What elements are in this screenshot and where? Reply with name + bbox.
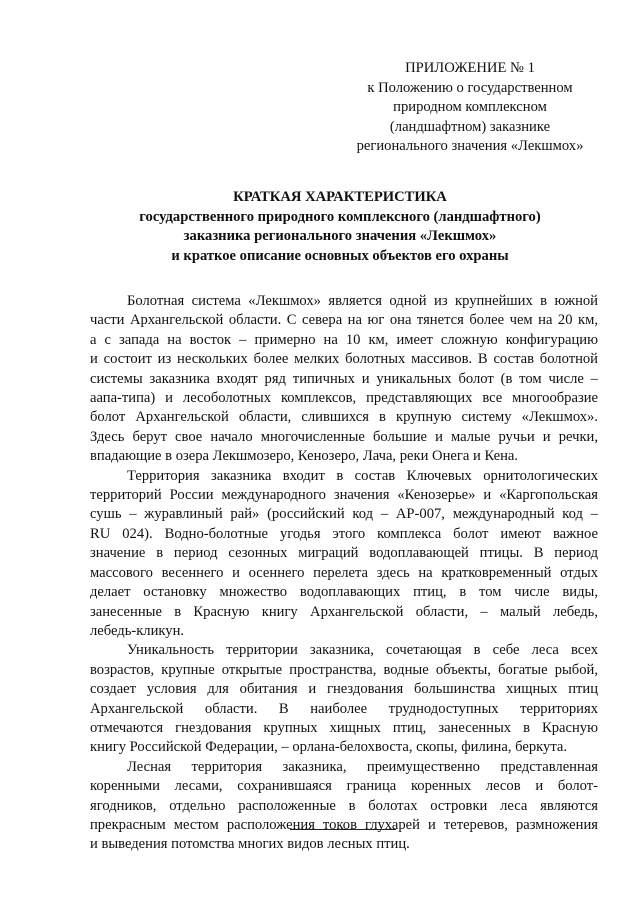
text-line: прекрасным местом расположения токов глухарей и тетеревов, размножения [90,816,598,833]
appendix-line: к Положению о государственном [367,79,573,96]
text-line: значение в период сезонных миграций водоплавающей птицы. В период [90,545,598,562]
text-line: ягодников, отдельно расположенные в болотах островки леса являются [90,797,598,814]
paragraph-1 [90,292,598,467]
text-line: книгу Российской Федерации, – орлана-белохвоста, скопы, филина, беркута. [90,739,568,756]
document-title [90,188,590,266]
title-line: КРАТКАЯ ХАРАКТЕРИСТИКА [233,189,447,205]
text-line: RU 024). Водно-болотные угодья этого комплекса болот имеют важное [90,525,598,542]
paragraph-2 [90,467,598,642]
title-line: государственного природного комплексного (ландшафтного) [139,208,541,225]
text-line: Уникальность территории заказника, сочетающая в себе леса всех [127,642,598,659]
text-line: делает остановку множество водоплавающих птиц, в том числе виды, [90,584,598,601]
paragraph-3 [90,641,598,757]
text-line: аапа-типа) и лесоболотных комплексов, представляющих все многообразие [90,390,598,407]
text-line: Здесь берут свое начало многочисленные большие и малые ручьи и речки, [90,428,598,445]
text-line: части Архангельской области. С севера на юг она тянется более чем на 20 км, [90,312,598,329]
text-line: сушь – журавлиный рай» (российский код – АР-007, международный код – [90,506,598,523]
text-line: коренными лесами, сохранившаяся граница коренных лесов и болот- [90,778,598,795]
text-line: Территория заказника входит в состав Ключевых орнитологических [127,467,598,484]
appendix-line: природном комплексном [393,99,547,116]
text-line: а с запада на восток – примерно на 10 км, имеет сложную конфигурацию [90,331,598,348]
document-body [90,292,598,855]
title-line: заказника регионального значения «Лекшмох» [183,228,497,245]
text-line: территорий России международного значения «Кенозерье» и «Каргопольская [90,487,598,504]
text-line: болот Архангельской области, слившихся в крупную систему «Лекшмох». [90,409,598,426]
text-line: и состоит из нескольких более мелких болотных массивов. В состав болотной [90,351,598,368]
text-line: лебедь-кликун. [90,622,185,639]
text-line: Архангельской области. В наиболее труднодоступных территориях [90,700,598,717]
text-line: создает условия для обитания и гнездования большинства хищных птиц [90,681,598,698]
appendix-header [350,59,590,157]
appendix-line: регионального значения «Лекшмох» [356,138,584,155]
title-line: и краткое описание основных объектов его охраны [171,247,509,264]
text-line: занесенные в Красную книгу Архангельской области, – малый лебедь, [90,603,598,620]
text-line: массового весеннего и осеннего перелета здесь на кратковременный отдых [90,564,598,581]
text-line: возрастов, крупные открытые пространства, водные объекты, богатые рыбой, [90,661,598,678]
appendix-line: (ландшафтном) заказнике [389,118,551,135]
text-line: впадающие в озера Лекшмозеро, Кенозеро, Лача, реки Онега и Кена. [90,448,519,465]
text-line: Лесная территория заказника, преимущественно представленная [127,758,598,775]
text-line: и выведения потомства многих видов лесных птиц. [90,836,410,853]
footer-divider [290,829,396,830]
text-line: отмечаются гнездования крупных хищных птиц, занесенных в Красную [90,719,598,736]
paragraph-4 [90,758,598,855]
appendix-number: ПРИЛОЖЕНИЕ № 1 [405,60,535,76]
text-line: системы заказника входят ряд типичных и уникальных болот (в том числе – [90,370,598,387]
text-line: Болотная система «Лекшмох» является одной из крупнейших в южной [127,293,598,309]
